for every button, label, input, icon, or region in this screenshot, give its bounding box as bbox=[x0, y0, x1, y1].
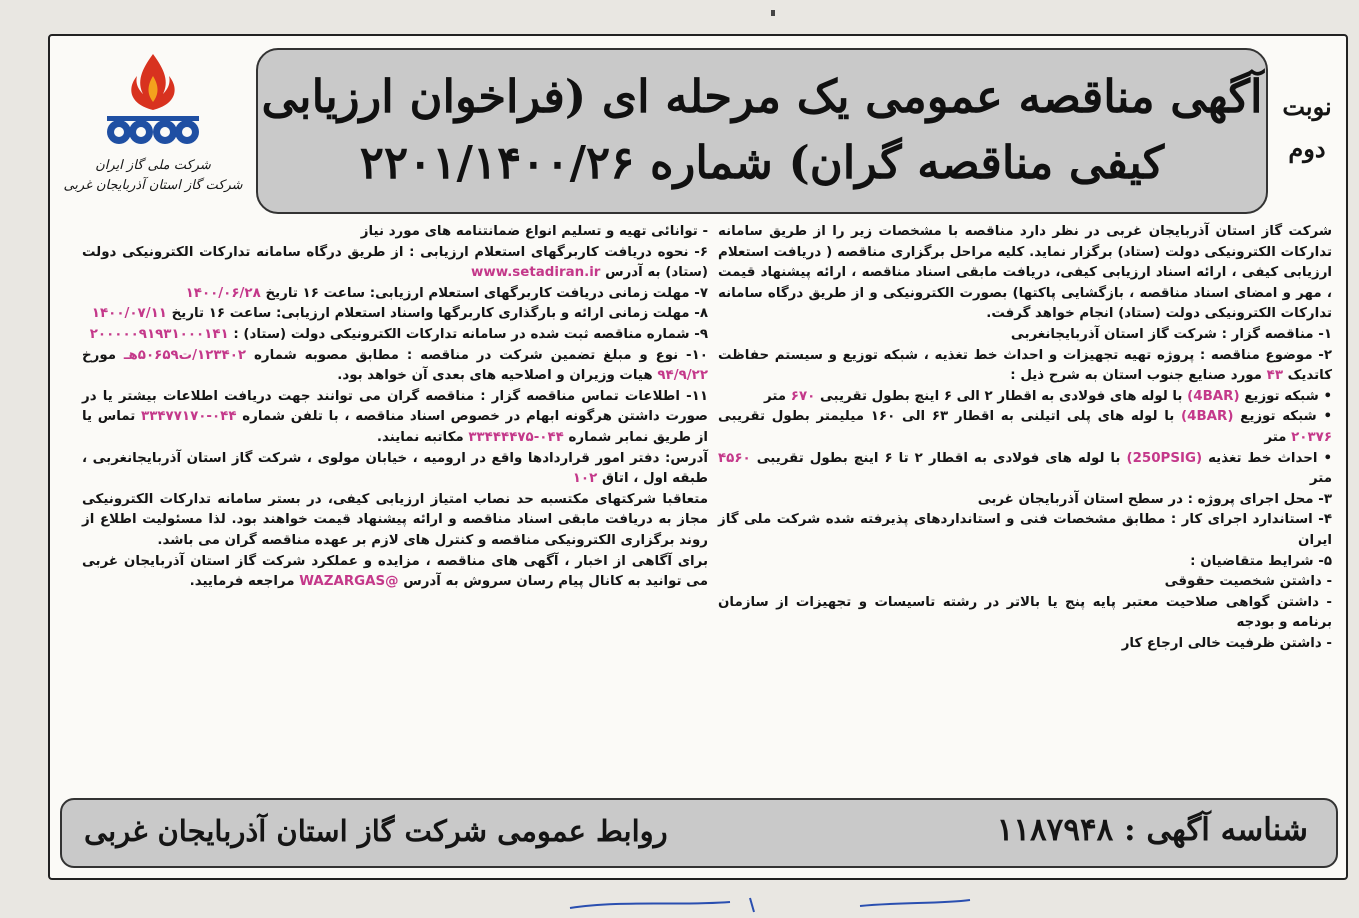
item-10-ref: ۱۲۳۴۰۲/ت۵۰۶۵۹هـ bbox=[123, 347, 247, 363]
item-2-count: ۴۳ bbox=[1266, 368, 1283, 384]
channel-handle-link[interactable]: @WAZARGAS bbox=[299, 574, 399, 590]
channel-text: برای آگاهی از اخبار ، آگهی های مناقصه ، مزایده و عملکرد شرکت گاز استان آذربایجان غربی می توانید به کانال پیام رسان سروش به آدرس bbox=[82, 553, 708, 590]
item-9-text: ۹- شماره مناقصه ثبت شده در سامانه تدارکات الکترونیکی دولت (ستاد) : bbox=[233, 326, 708, 342]
footer-banner bbox=[60, 798, 1338, 868]
fax-number: ۰۴۴-۳۳۴۴۴۴۷۵ bbox=[468, 429, 564, 445]
condition-4: - توانائی تهیه و تسلیم انواع ضمانتنامه های مورد نیاز bbox=[360, 224, 708, 239]
round-label-line-2: دوم bbox=[1288, 134, 1326, 163]
item-8-text: ۸- مهلت زمانی ارائه و بارگذاری کاربرگها واسناد استعلام ارزیابی: ساعت ۱۶ تاریخ bbox=[171, 306, 708, 322]
item-10-text: ۱۰- نوع و مبلغ تضمین شرکت در مناقصه : مطابق مصوبه شماره bbox=[253, 347, 708, 363]
item-11-text-b: تماس یا از طریق نمابر شماره bbox=[82, 409, 708, 445]
title-banner bbox=[256, 48, 1268, 214]
item-5: ۵- شرایط متقاضیان : bbox=[1190, 553, 1332, 569]
bullet-1 bbox=[718, 387, 1332, 408]
ad-id: شناسه آگهی : ۱۱۸۷۹۴۸ bbox=[996, 812, 1308, 848]
bullet-3-length: ۴۵۶۰ bbox=[718, 450, 751, 466]
bullet-3-text-a: • احداث خط تغذیه bbox=[1208, 450, 1333, 466]
bullet-2-text-b: با لوله های پلی اتیلنی به اقطار ۶۳ الی ۱۶۰ میلیمتر بطول تقریبی bbox=[718, 409, 1175, 425]
print-speck bbox=[771, 10, 775, 16]
phone-number: ۰۴۴-۳۳۴۷۷۱۷۰ bbox=[141, 409, 237, 425]
company-logo bbox=[58, 46, 248, 221]
pen-mark-icon bbox=[560, 892, 980, 916]
bullet-2-length: ۲۰۳۷۶ bbox=[1291, 429, 1332, 445]
item-10-text-b: مورخ bbox=[82, 347, 117, 363]
item-2-text-b: مورد صنایع جنوب استان به شرح ذیل : bbox=[1010, 368, 1262, 384]
address-text: آدرس: دفتر امور قراردادها واقع در ارومیه ، خیابان مولوی ، شرکت گاز استان آذربایجانغربی ، طبقه اول ، اتاق bbox=[82, 450, 708, 487]
bullet-1-pressure: (4BAR) bbox=[1187, 388, 1240, 404]
item-10 bbox=[82, 346, 708, 387]
item-2-text-a: ۲- موضوع مناقصه : پروژه تهیه تجهیزات و احداث خط تغذیه ، شبکه توزیع و سیستم حفاظت کاتدیک bbox=[718, 347, 1332, 384]
bullet-3 bbox=[718, 449, 1332, 490]
item-7-text: ۷- مهلت زمانی دریافت کاربرگهای استعلام ارزیابی: ساعت ۱۶ تاریخ bbox=[265, 285, 708, 301]
bullet-1-unit: متر bbox=[764, 388, 787, 404]
round-label-line-1: نوبت bbox=[1282, 92, 1332, 121]
item-10-text-c: هیات وزیران و اصلاحیه های بعدی آن خواهد بود. bbox=[337, 368, 653, 384]
setad-url-link[interactable]: www.setadiran.ir bbox=[470, 265, 601, 281]
item-8-date: ۱۴۰۰/۰۷/۱۱ bbox=[91, 306, 167, 322]
bullet-3-unit: متر bbox=[1309, 471, 1332, 487]
left-column bbox=[82, 222, 708, 593]
logo-line-2: شرکت گاز استان آذربایجان غربی bbox=[63, 178, 243, 193]
logo-line-1: شرکت ملی گاز ایران bbox=[95, 158, 211, 173]
item-7-date: ۱۴۰۰/۰۶/۲۸ bbox=[185, 285, 261, 301]
bullet-3-pressure: (250PSIG) bbox=[1126, 450, 1203, 466]
round-label bbox=[1272, 86, 1342, 170]
item-10-date: ۹۴/۹/۲۲ bbox=[657, 368, 708, 384]
right-column bbox=[718, 222, 1332, 654]
item-8 bbox=[82, 304, 708, 325]
item-6 bbox=[82, 243, 708, 284]
channel-paragraph bbox=[82, 552, 708, 593]
item-2 bbox=[718, 346, 1332, 387]
bullet-1-length: ۶۷۰ bbox=[790, 388, 816, 404]
advertisement-page bbox=[48, 34, 1348, 880]
condition-3: - داشتن ظرفیت خالی ارجاع کار bbox=[1121, 635, 1332, 651]
item-7 bbox=[82, 284, 708, 305]
public-relations-signature: روابط عمومی شرکت گاز استان آذربایجان غربی bbox=[84, 814, 668, 848]
item-11 bbox=[82, 387, 708, 449]
address bbox=[82, 449, 708, 490]
bullet-2 bbox=[718, 407, 1332, 448]
room-number: ۱۰۲ bbox=[572, 471, 598, 487]
bullet-3-text-b: با لوله های فولادی به اقطار ۲ تا ۶ اینچ بطول تقریبی bbox=[756, 450, 1121, 466]
item-1: ۱- مناقصه گزار : شرکت گاز استان آذربایجانغربی bbox=[1010, 326, 1332, 342]
tender-number: ۲۰۰۰۰۰۹۱۹۳۱۰۰۰۱۴۱ bbox=[89, 326, 229, 342]
item-11-text: ۱۱- اطلاعات تماس مناقصه گزار : مناقصه گران می توانند جهت دریافت اطلاعات بیشتر یا در صورت داشتن هرگونه ابهام در خصوص اسناد مناقصه ، با تلفن شماره bbox=[82, 388, 708, 425]
item-9 bbox=[82, 325, 708, 346]
bullet-2-pressure: (4BAR) bbox=[1181, 409, 1234, 425]
channel-text-end: مراجعه فرمایید. bbox=[189, 574, 295, 590]
condition-1: - داشتن شخصیت حقوقی bbox=[1164, 574, 1332, 590]
gas-flame-logo-icon bbox=[93, 46, 213, 156]
bullet-1-text-a: • شبکه توزیع bbox=[1244, 388, 1332, 404]
title-line-1: آگهی مناقصه عمومی یک مرحله ای (فراخوان ارزیابی bbox=[261, 70, 1263, 123]
item-11-text-c: مکاتبه نمایند. bbox=[376, 429, 464, 445]
title-line-2: کیفی مناقصه گران) شماره ۲۲۰۱/۱۴۰۰/۲۶ bbox=[359, 136, 1165, 189]
item-3: ۳- محل اجرای پروژه : در سطح استان آذربایجان غربی bbox=[977, 491, 1332, 507]
notice-paragraph: متعاقبا شرکتهای مکتسبه حد نصاب امتیاز ارزیابی کیفی، در بستر سامانه تدارکات الکترونیکی مجاز به دریافت مابقی اسناد مناقصه و ارائه پیشنهاد قیمت خواهند بود. لذا مسئولیت اطلاع از روند برگزاری الکترونیکی مناقصه و کنترل های لازم بر عهده مناقصه گران می باشد. bbox=[82, 491, 708, 548]
intro-paragraph: شرکت گاز استان آذربایجان غربی در نظر دارد مناقصه با مشخصات زیر را از طریق سامانه تدارکات الکترونیکی دولت (ستاد) برگزار نماید. کلیه مراحل برگزاری مناقصه ( دریافت استعلام ارزیابی کیفی ، ارائه اسناد ارزیابی کیفی، دریافت مابقی اسناد مناقصه ، ارائه پیشنهاد قیمت ، مهر و امضای اسناد مناقصه ، بازگشایی پاکتها) بصورت الکترونیکی و از طریق درگاه سامانه تدارکات الکترونیکی دولت (ستاد) انجام خواهد گرفت. bbox=[718, 224, 1332, 322]
item-4: ۴- استاندارد اجرای کار : مطابق مشخصات فنی و استانداردهای پذیرفته شده شرکت ملی گاز ایران bbox=[718, 512, 1332, 548]
bullet-2-text-a: • شبکه توزیع bbox=[1240, 409, 1332, 425]
condition-2: - داشتن گواهی صلاحیت معتبر پایه پنج یا بالاتر در رشته تاسیسات و تجهیزات از سازمان برنامه و بودجه bbox=[718, 594, 1332, 631]
bullet-2-unit: متر bbox=[1264, 429, 1287, 445]
item-6-text: ۶- نحوه دریافت کاربرگهای استعلام ارزیابی : از طریق درگاه سامانه تدارکات الکترونیکی دولت (ستاد) به آدرس bbox=[82, 244, 708, 281]
bullet-1-text-b: با لوله های فولادی به اقطار ۲ الی ۶ اینچ بطول تقریبی bbox=[819, 388, 1183, 404]
